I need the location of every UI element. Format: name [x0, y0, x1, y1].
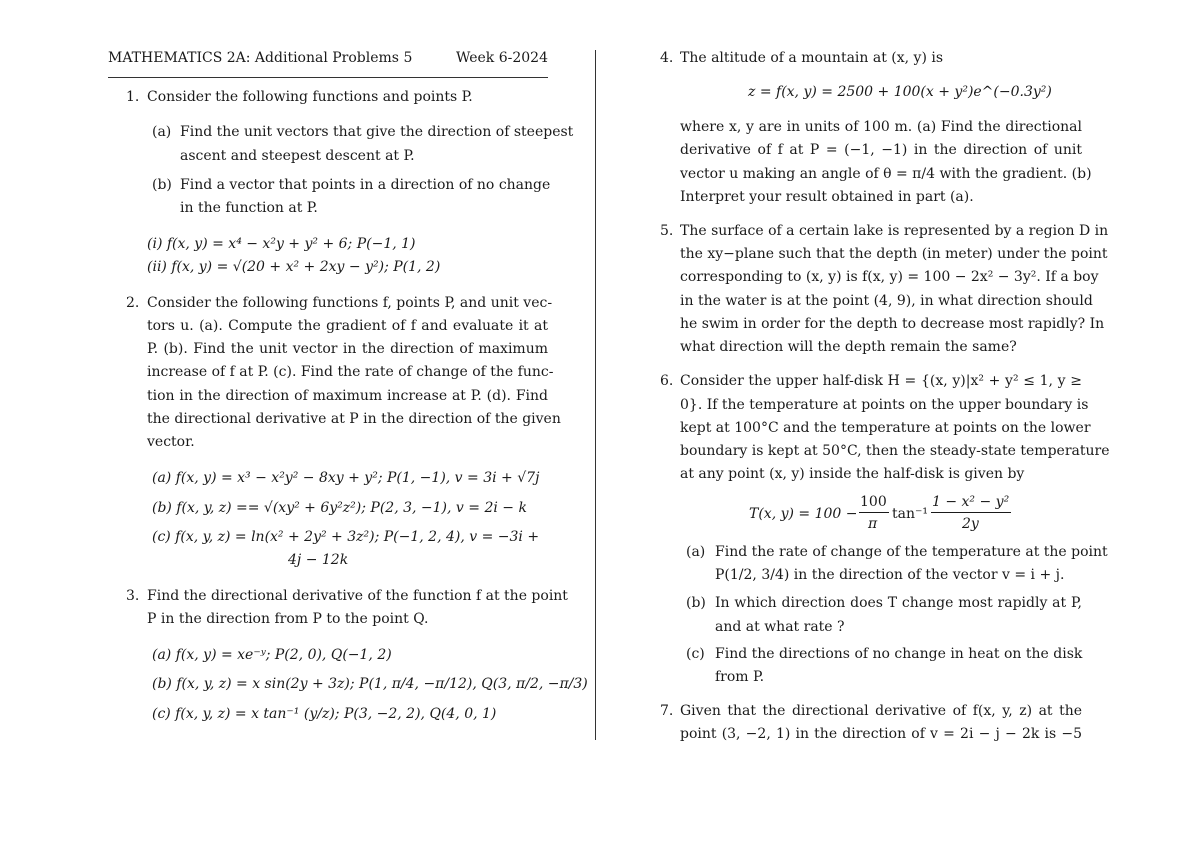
equation-lhs: T(x, y) = 100 −: [749, 506, 858, 522]
problem-text: he swim in order for the depth to decrease most rapidly? In: [680, 316, 1105, 332]
problem-text: 0}. If the temperature at points on the upper boundary is: [680, 397, 1089, 413]
equation: z = f(x, y) = 2500 + 100(x + y²)e^(−0.3y²): [748, 84, 1052, 100]
problem-text: P in the direction from P to the point Q.: [147, 611, 429, 627]
problem-number: 1.: [126, 89, 140, 105]
problem-text: Find the directional derivative of the function f at the point: [147, 588, 568, 604]
function-item: (b) f(x, y, z) = x sin(2y + 3z); P(1, π/4, −π/12), Q(3, π/2, −π/3): [152, 676, 588, 692]
subpart-text: P(1/2, 3/4) in the direction of the vector v = i + j.: [715, 567, 1065, 583]
problem-text: vector u making an angle of θ = π/4 with the gradient. (b): [680, 166, 1092, 182]
problem-text: tors u. (a). Compute the gradient of f and evaluate it at: [147, 318, 548, 334]
problem-text: what direction will the depth remain the same?: [680, 339, 1017, 355]
problem-text: Consider the upper half-disk H = {(x, y)|x² + y² ≤ 1, y ≥: [680, 373, 1082, 389]
function-item: (a) f(x, y) = x³ − x²y² − 8xy + y²; P(1, −1), v = 3i + √7j: [152, 470, 540, 486]
problem-text: Given that the directional derivative of f(x, y, z) at the: [680, 703, 1082, 719]
fraction-numerator: 1 − x² − y²: [932, 494, 1010, 510]
fraction-denominator: 2y: [962, 516, 979, 532]
subpart-label: (b): [152, 177, 172, 193]
equation-function: tan⁻¹: [892, 506, 928, 522]
function-item: (a) f(x, y) = xe⁻ʸ; P(2, 0), Q(−1, 2): [152, 647, 392, 663]
page-header: [108, 50, 548, 68]
fraction-bar: [931, 512, 1011, 513]
problem-number: 4.: [660, 50, 674, 66]
fraction-bar: [859, 512, 889, 513]
function-item: (c) f(x, y, z) = ln(x² + 2y² + 3z²); P(−1, 2, 4), v = −3i +: [152, 529, 540, 545]
problem-text: Consider the following functions and points P.: [147, 89, 473, 105]
problem-text: The altitude of a mountain at (x, y) is: [680, 50, 944, 66]
problem-number: 6.: [660, 373, 674, 389]
problem-text: The surface of a certain lake is represented by a region D in: [680, 223, 1109, 239]
problem-text: Interpret your result obtained in part (a).: [680, 189, 974, 205]
problem-text: in the water is at the point (4, 9), in what direction should: [680, 293, 1093, 309]
problem-text: kept at 100°C and the temperature at points on the lower: [680, 420, 1091, 436]
subpart-label: (b): [686, 595, 706, 611]
problem-number: 7.: [660, 703, 674, 719]
subpart-text: and at what rate ?: [715, 619, 845, 635]
problem-text: corresponding to (x, y) is f(x, y) = 100 − 2x² − 3y². If a boy: [680, 269, 1099, 285]
fraction-numerator: 100: [860, 494, 887, 510]
subpart-text: in the function at P.: [180, 200, 318, 216]
problem-number: 5.: [660, 223, 674, 239]
problem-text: derivative of f at P = (−1, −1) in the direction of unit: [680, 142, 1082, 158]
subpart-label: (a): [152, 124, 172, 140]
course-title: MATHEMATICS 2A: Additional Problems 5: [108, 50, 413, 66]
problem-text: tion in the direction of maximum increase at P. (d). Find: [147, 388, 548, 404]
column-divider: [595, 50, 596, 740]
header-rule: [108, 77, 548, 78]
subpart-label: (c): [686, 646, 705, 662]
function-item: (ii) f(x, y) = √(20 + x² + 2xy − y²); P(1, 2): [147, 259, 441, 275]
subpart-text: from P.: [715, 669, 765, 685]
subpart-text: In which direction does T change most rapidly at P,: [715, 595, 1082, 611]
subpart-text: Find the unit vectors that give the direction of steepest: [180, 124, 574, 140]
problem-number: 3.: [126, 588, 140, 604]
subpart-text: Find the directions of no change in heat on the disk: [715, 646, 1083, 662]
subpart-text: Find a vector that points in a direction of no change: [180, 177, 551, 193]
subpart-text: Find the rate of change of the temperature at the point: [715, 544, 1108, 560]
problem-text: point (3, −2, 1) in the direction of v = 2i − j − 2k is −5: [680, 726, 1082, 742]
problem-text: P. (b). Find the unit vector in the direction of maximum: [147, 341, 548, 357]
problem-text: where x, y are in units of 100 m. (a) Find the directional: [680, 119, 1082, 135]
function-item: 4j − 12k: [288, 552, 349, 568]
week-label: Week 6-2024: [455, 50, 548, 66]
subpart-label: (a): [686, 544, 706, 560]
problem-text: increase of f at P. (c). Find the rate of change of the func-: [147, 364, 554, 380]
problem-text: the xy−plane such that the depth (in meter) under the point: [680, 246, 1108, 262]
problem-text: boundary is kept at 50°C, then the steady-state temperature: [680, 443, 1110, 459]
fraction-denominator: π: [868, 516, 878, 532]
problem-text: at any point (x, y) inside the half-disk is given by: [680, 466, 1025, 482]
function-item: (i) f(x, y) = x⁴ − x²y + y² + 6; P(−1, 1): [147, 236, 416, 252]
problem-number: 2.: [126, 295, 140, 311]
problem-text: the directional derivative at P in the direction of the given: [147, 411, 561, 427]
problem-text: vector.: [147, 434, 195, 450]
problem-text: Consider the following functions f, points P, and unit vec-: [147, 295, 553, 311]
subpart-text: ascent and steepest descent at P.: [180, 148, 415, 164]
function-item: (b) f(x, y, z) == √(xy² + 6y²z²); P(2, 3, −1), v = 2i − k: [152, 500, 527, 516]
function-item: (c) f(x, y, z) = x tan⁻¹ (y/z); P(3, −2, 2), Q(4, 0, 1): [152, 706, 497, 722]
